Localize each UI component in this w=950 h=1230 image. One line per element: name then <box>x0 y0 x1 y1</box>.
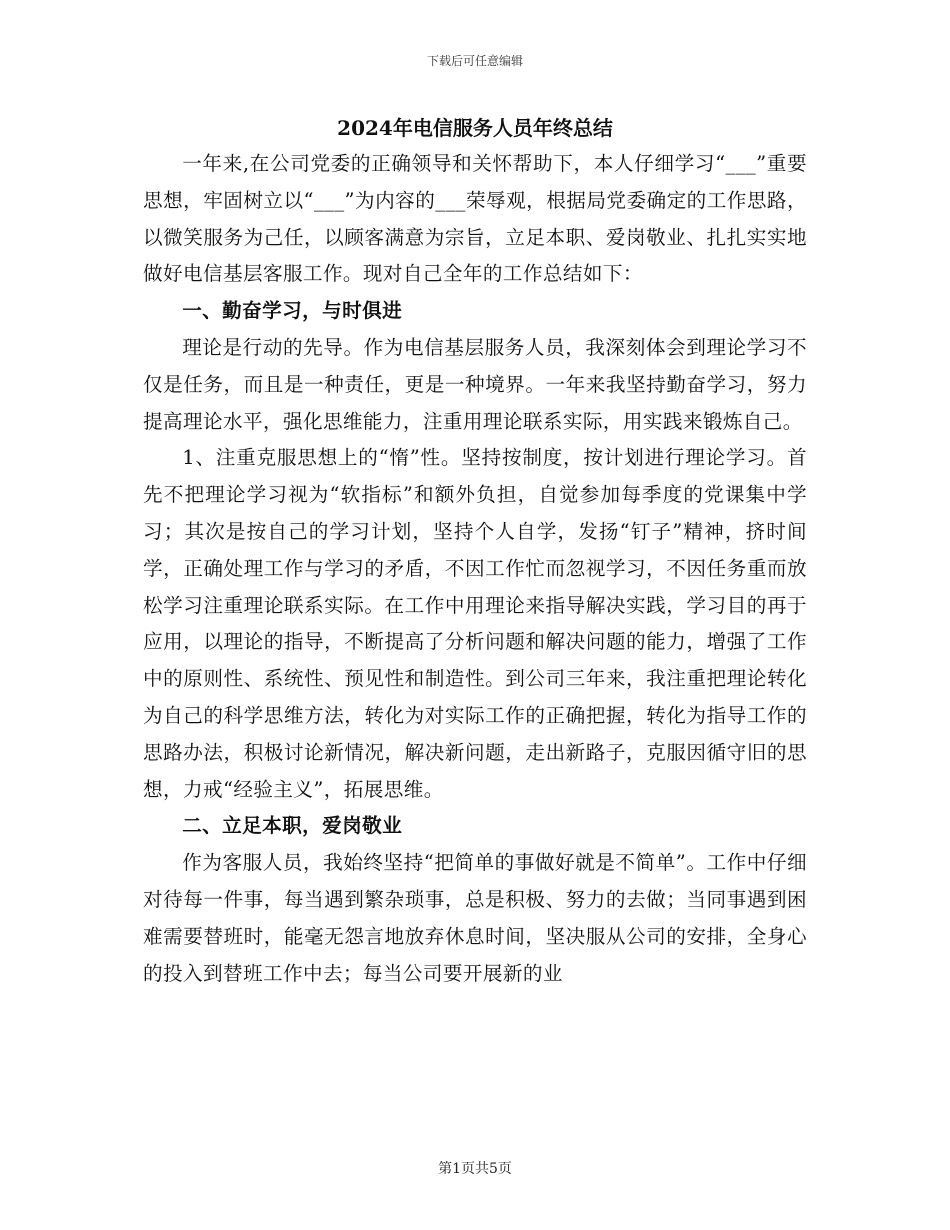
intro-paragraph: 一年来,在公司党委的正确领导和关怀帮助下，本人仔细学习“___”重要思想，牢固树立以“___”为内容的___荣辱观，根据局党委确定的工作思路，以微笑服务为己任，以顾客满意为宗旨，立足本职、爱岗敬业、扎扎实实地做好电信基层客服工作。现对自己全年的工作总结如下： <box>143 152 807 286</box>
paragraph-2: 1、注重克服思想上的“惰”性。坚持按制度，按计划进行理论学习。首先不把理论学习视为“软指标”和额外负担，自觉参加每季度的党课集中学习；其次是按自己的学习计划，坚持个人自学，发扬“钉子”精神，挤时间学，正确处理工作与学习的矛盾，不因工作忙而忽视学习，不因任务重而放松学习注重理论联系实际。在工作中用理论来指导解决实践，学习目的再于应用，以理论的指导，不断提高了分析问题和解决问题的能力，增强了工作中的原则性、系统性、预见性和制造性。到公司三年来，我注重把理论转化为自己的科学思维方法，转化为对实际工作的正确把握，转化为指导工作的思路办法，积极讨论新情况，解决新问题，走出新路子，克服因循守旧的思想，力戒“经验主义”，拓展思维。 <box>143 446 807 801</box>
section-heading-2: 二、立足本职，爱岗敬业 <box>182 814 403 838</box>
page-number-footer: 第1页共5页 <box>438 1161 512 1177</box>
document-body <box>143 146 807 992</box>
paragraph-1: 理论是行动的先导。作为电信基层服务人员，我深刻体会到理论学习不仅是任务，而且是一种责任，更是一种境界。一年来我坚持勤奋学习，努力提高理论水平，强化思维能力，注重用理论联系实际，用实践来锻炼自己。 <box>143 335 807 433</box>
page-title: 2024年电信服务人员年终总结 <box>337 116 613 140</box>
section-heading-1: 一、勤奋学习，与时俱进 <box>182 299 403 323</box>
paragraph-3: 作为客服人员，我始终坚持“把简单的事做好就是不简单”。工作中仔细对待每一件事，每当遇到繁杂琐事，总是积极、努力的去做；当同事遇到困难需要替班时，能毫无怨言地放弃休息时间，坚决服从公司的安排，全身心的投入到替班工作中去；每当公司要开展新的业 <box>143 851 807 985</box>
header-note: 下载后可任意编辑 <box>426 54 523 68</box>
